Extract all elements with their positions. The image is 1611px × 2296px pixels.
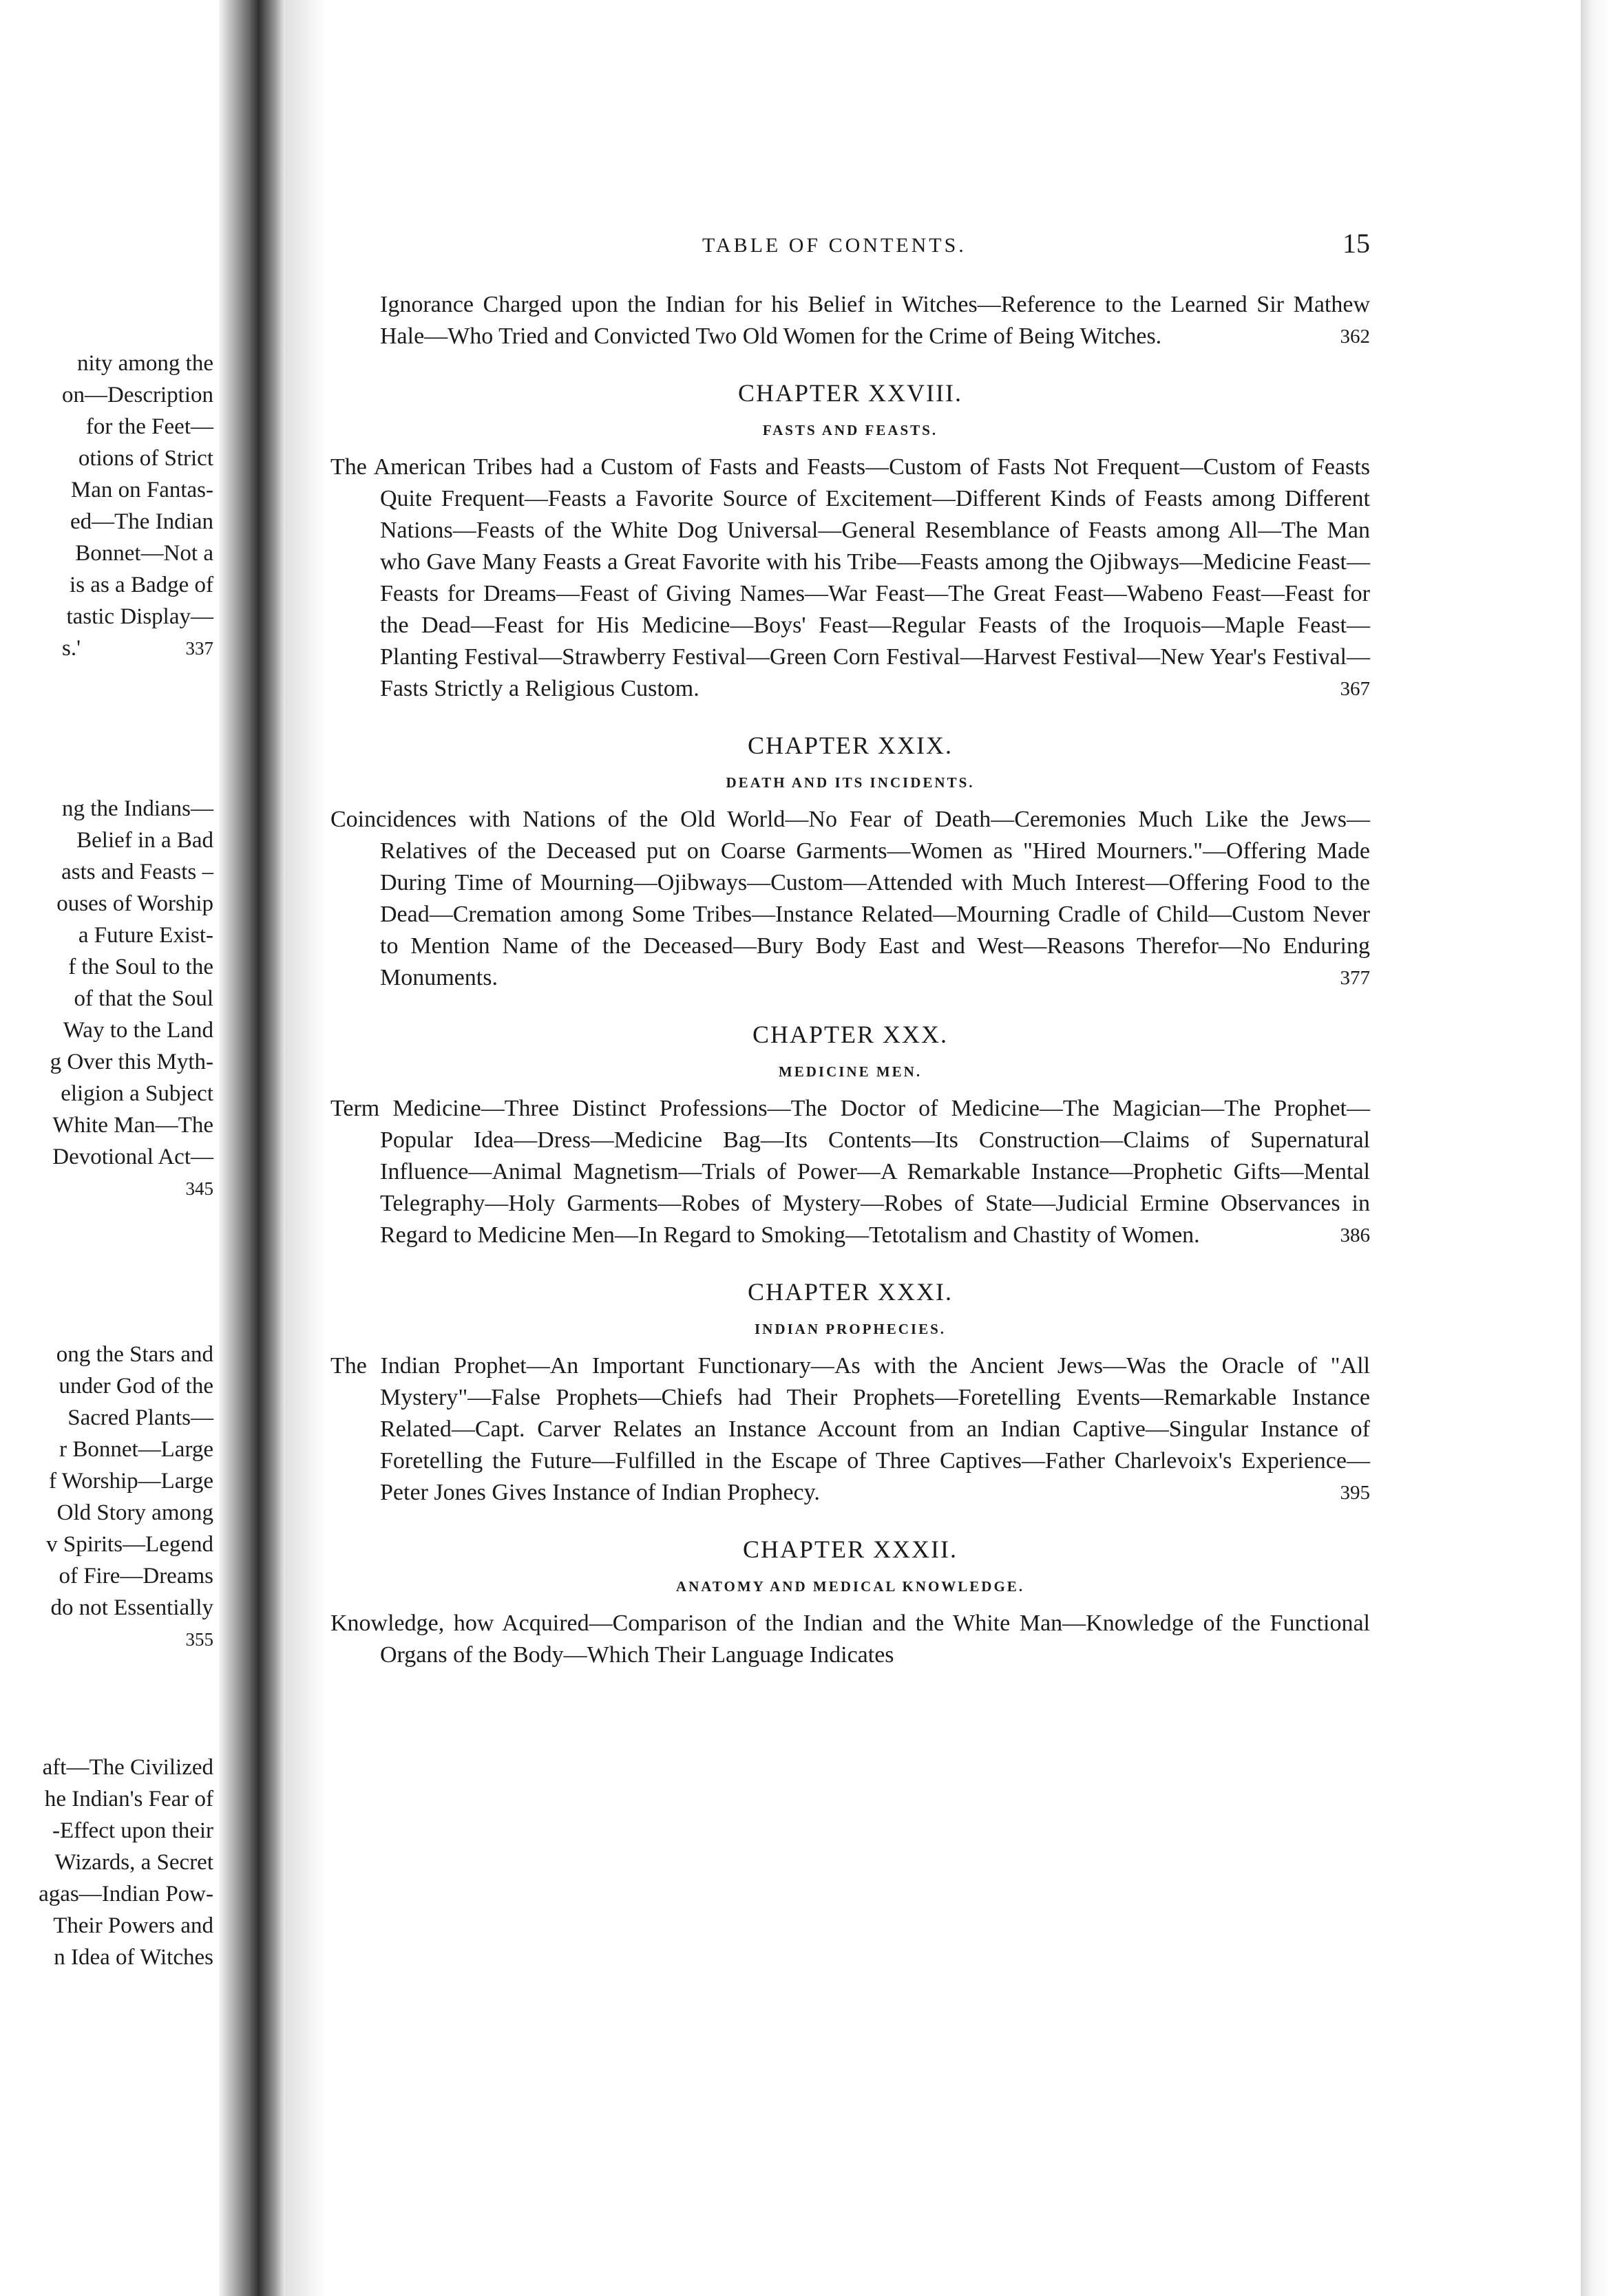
left-block-4 — [0, 1752, 213, 1973]
left-line: r Bonnet—Large — [59, 1437, 213, 1462]
left-line: asts and Feasts – — [61, 860, 213, 884]
left-line: Devotional Act— — [52, 1145, 213, 1169]
left-line: otions of Strict — [78, 446, 213, 471]
chapter-title: CHAPTER XXIX. — [747, 732, 953, 759]
left-line: eligion a Subject — [61, 1081, 213, 1106]
left-line: agas—Indian Pow- — [39, 1882, 213, 1906]
left-line: nity among the — [77, 351, 213, 376]
left-line: on—Description — [62, 383, 213, 407]
previous-page-fragment — [0, 0, 219, 2296]
entry-page-number: 362 — [1340, 326, 1370, 348]
left-page-number: 337 — [185, 638, 213, 659]
left-line: ong the Stars and — [56, 1342, 213, 1367]
chapter-title: CHAPTER XXVIII. — [738, 379, 962, 407]
left-line: f the Soul to the — [68, 955, 213, 979]
entry-text: Ignorance Charged upon the Indian for his Belief in Witches—Reference to the Learned Sir Mathew Hale—Who Tried and Convicted Two Old Women for the Crime of Being Witches. — [380, 292, 1370, 349]
left-line: -Effect upon their — [52, 1818, 213, 1843]
left-line: n Idea of Witches — [54, 1945, 213, 1970]
left-line: Way to the Land — [63, 1018, 213, 1043]
entry-text: The American Tribes had a Custom of Fasts and Feasts—Custom of Fasts Not Frequent—Custom of Feasts Quite Frequent—Feasts a Favorite Source of Excitement—Different Kinds of Feasts among Different Nations—Feasts of the White Dog Universal—General Resemblance of Feasts among All—The Man who Gave Many Feasts a Great Favorite with his Tribe—Feasts among the Ojibways—Medicine Feast—Feasts for Dreams—Feast of Giving Names—War Feast—The Great Feast—Wabeno Feast—Feast for the Dead—Feast for His Medicine—Boys' Feast—Regular Feasts of the Iroquois—Maple Feast—Planting Festival—Strawberry Festival—Green Corn Festival—Harvest Festival—New Year's Festival—Fasts Strictly a Religious Custom. — [330, 454, 1370, 701]
entry-page-number: 377 — [1340, 967, 1370, 989]
left-line: do not Essentially — [50, 1595, 213, 1620]
book-gutter-shadow — [219, 0, 285, 2296]
left-page-number: 355 — [185, 1629, 213, 1650]
page-number: 15 — [1342, 228, 1370, 259]
entry-text: Term Medicine—Three Distinct Professions—The Doctor of Medicine—The Magician—The Prophet—Popular Idea—Dress—Medicine Bag—Its Contents—Its Construction—Claims of Supernatural Influence—Animal Magnetism—Trials of Power—A Remarkable Instance—Prophetic Gifts—Mental Telegraphy—Holy Garments—Robes of Mystery—Robes of State—Judicial Ermine Observances in Regard to Medicine Men—In Regard to Smoking—Tetotalism and Chastity of Women. — [330, 1096, 1370, 1248]
left-line: of Fire—Dreams — [59, 1564, 213, 1588]
left-line: Belief in a Bad — [76, 828, 213, 853]
left-line: Bonnet—Not a — [75, 541, 213, 566]
entry-page-number: 386 — [1340, 1224, 1370, 1246]
chapter-section — [330, 1275, 1370, 1509]
left-line: g Over this Myth- — [50, 1050, 213, 1074]
entry-text: Coincidences with Nations of the Old World—No Fear of Death—Ceremonies Much Like the Jews—Relatives of the Deceased put on Coarse Garments—Women as "Hired Mourners."—Offering Made During Time of Mourning—Ojibways—Custom—Attended with Much Interest—Offering Food to the Dead—Cremation among Some Tribes—Instance Related—Mourning Cradle of Child—Custom Never to Mention Name of the Deceased—Bury Body East and West—Reasons Therefor—No Enduring Monuments. — [330, 807, 1370, 990]
chapter-subtitle: FASTS AND FEASTS. — [762, 422, 938, 438]
chapter-title: CHAPTER XXXI. — [747, 1278, 953, 1306]
left-line: Sacred Plants— — [67, 1405, 213, 1430]
chapter-entry — [330, 1608, 1370, 1671]
gutter-fade — [285, 0, 326, 2296]
chapter-title: CHAPTER XXX. — [752, 1021, 948, 1048]
left-line: aft—The Civilized — [42, 1755, 213, 1780]
left-line: tastic Display— — [66, 604, 213, 629]
entry-text: Knowledge, how Acquired—Comparison of the Indian and the White Man—Knowledge of the Functional Organs of the Body—Which Their Language Indicates — [330, 1611, 1370, 1668]
left-line: White Man—The — [52, 1113, 213, 1138]
left-line: a Future Exist- — [78, 923, 213, 948]
chapter-section — [330, 376, 1370, 705]
chapter-entry — [330, 451, 1370, 705]
page-edge — [1581, 0, 1611, 2296]
chapter-entry — [330, 1350, 1370, 1509]
left-line: ed—The Indian — [70, 509, 213, 534]
chapter-section — [330, 1017, 1370, 1251]
left-page-number: 345 — [185, 1178, 213, 1199]
left-line: Wizards, a Secret — [54, 1850, 213, 1875]
chapter-subtitle: MEDICINE MEN. — [778, 1063, 923, 1080]
entry-page-number: 395 — [1340, 1482, 1370, 1504]
entry-text: The Indian Prophet—An Important Functionary—As with the Ancient Jews—Was the Oracle of "All Mystery"—False Prophets—Chiefs had Their Prophets—Foretelling Events—Remarkable Instance Related—Capt. Carver Relates an Instance Account from an Indian Captive—Singular Instance of Foretelling the Future—Fulfilled in the Escape of Three Captives—Father Charlevoix's Experience—Peter Jones Gives Instance of Indian Prophecy. — [330, 1353, 1370, 1505]
left-line: under God of the — [59, 1374, 213, 1399]
left-line: for the Feet— — [85, 414, 213, 439]
chapter-subtitle: DEATH AND ITS INCIDENTS. — [726, 774, 975, 791]
chapter-subtitle: ANATOMY AND MEDICAL KNOWLEDGE. — [675, 1578, 1025, 1595]
running-head-title: TABLE OF CONTENTS. — [702, 234, 967, 257]
left-line: he Indian's Fear of — [44, 1787, 213, 1811]
chapter-section — [330, 1532, 1370, 1671]
left-line: ng the Indians— — [62, 796, 213, 821]
left-line-with-page — [0, 633, 213, 664]
contents-page — [330, 227, 1370, 1671]
left-line: Their Powers and — [53, 1913, 213, 1938]
left-block-1 — [0, 348, 213, 664]
chapter-section — [330, 728, 1370, 994]
chapter-entry — [330, 1093, 1370, 1251]
left-line: of that the Soul — [74, 986, 213, 1011]
continuation-entry — [330, 289, 1370, 352]
left-line: v Spirits—Legend — [46, 1532, 213, 1557]
chapter-entry — [330, 804, 1370, 994]
left-line: is as a Badge of — [70, 573, 213, 597]
chapter-title: CHAPTER XXXII. — [743, 1535, 958, 1563]
left-line: ouses of Worship — [56, 891, 213, 916]
left-line: Man on Fantas- — [70, 478, 213, 502]
left-line: f Worship—Large — [49, 1469, 213, 1494]
running-head — [330, 227, 1370, 268]
left-block-3 — [0, 1339, 213, 1655]
left-line: s.' — [62, 636, 81, 661]
entry-page-number: 367 — [1340, 678, 1370, 700]
left-block-2 — [0, 793, 213, 1204]
chapter-subtitle: INDIAN PROPHECIES. — [754, 1321, 947, 1337]
left-line: Old Story among — [56, 1500, 213, 1525]
